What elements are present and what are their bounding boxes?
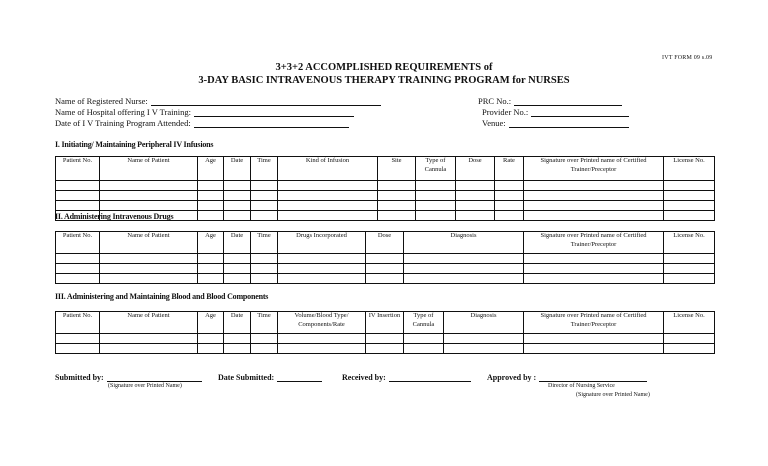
submitted-by-line[interactable] [107,372,202,382]
training-date-line[interactable] [194,118,349,128]
registered-nurse-label: Name of Registered Nurse: [55,96,148,106]
section3-title: III. Administering and Maintaining Blood and Blood Components [55,292,269,301]
hospital-label: Name of Hospital offering I V Training: [55,107,191,117]
header-volume-blood-type: Volume/Blood Type/ Components/Rate [278,312,366,334]
header-age: Age [198,312,224,334]
table-row[interactable] [56,334,715,344]
table-row[interactable] [56,344,715,354]
header-date: Date [224,157,251,181]
table-row[interactable] [56,274,715,284]
section2-header-row [56,232,715,254]
date-submitted-line[interactable] [277,372,322,382]
header-site: Site [378,157,416,181]
header-type-of-cannula: Type of Cannula [404,312,444,334]
header-name-of-patient: Name of Patient [100,157,198,181]
table-row[interactable] [56,201,715,211]
header-iv-insertion: IV Insertion [366,312,404,334]
approved-by-label: Approved by : [487,373,537,382]
venue-label: Venue: [482,118,506,128]
section3-header-row [56,312,715,334]
header-kind-of-infusion: Kind of Infusion [278,157,378,181]
header-age: Age [198,157,224,181]
header-date: Date [224,232,251,254]
header-signature: Signature over Printed name of Certified Trainer/Preceptor [524,312,664,334]
form-code: IVT FORM 09 s.09 [662,55,713,61]
provider-no-field[interactable] [482,107,629,117]
section1-title: I. Initiating/ Maintaining Peripheral IV Infusions [55,140,214,149]
submitted-by-sub: (Signature over Printed Name) [108,383,182,389]
prc-no-line[interactable] [514,96,622,106]
prc-no-field[interactable] [478,96,622,106]
header-license-no: License No. [664,312,715,334]
header-patient-no: Patient No. [56,157,100,181]
header-drugs-incorporated: Drugs Incorporated [278,232,366,254]
header-age: Age [198,232,224,254]
header-diagnosis: Diagnosis [404,232,524,254]
training-date-field[interactable] [55,118,349,128]
registered-nurse-field[interactable] [55,96,381,106]
header-time: Time [251,232,278,254]
header-date: Date [224,312,251,334]
submitted-by-label: Submitted by: [55,373,104,382]
header-license-no: License No. [664,232,715,254]
submitted-by-field[interactable] [55,372,202,382]
header-license-no: License No. [664,157,715,181]
header-signature: Signature over Printed name of Certified Trainer/Preceptor [524,157,664,181]
approved-by-line[interactable] [539,372,647,382]
received-by-field[interactable] [342,372,471,382]
hospital-field[interactable] [55,107,354,117]
training-date-label: Date of I V Training Program Attended: [55,118,191,128]
provider-no-label: Provider No.: [482,107,529,117]
director-label: Director of Nursing Service [548,383,615,389]
header-name-of-patient: Name of Patient [100,232,198,254]
hospital-line[interactable] [194,107,354,117]
header-name-of-patient: Name of Patient [100,312,198,334]
header-time: Time [251,157,278,181]
date-submitted-label: Date Submitted: [218,373,275,382]
venue-field[interactable] [482,118,629,128]
section3-table [55,311,715,354]
date-submitted-field[interactable] [218,372,322,382]
header-type-of-cannula: Type of Cannula [416,157,456,181]
provider-no-line[interactable] [531,107,629,117]
form-title-line1: 3+3+2 ACCOMPLISHED REQUIREMENTS of [275,62,493,73]
table-row[interactable] [56,181,715,191]
table-row[interactable] [56,254,715,264]
section1-header-row [56,157,715,181]
header-dose: Dose [366,232,404,254]
received-by-label: Received by: [342,373,386,382]
header-patient-no: Patient No. [56,312,100,334]
header-rate: Rate [495,157,524,181]
prc-no-label: PRC No.: [478,96,512,106]
header-dose: Dose [456,157,495,181]
form-title-line2: 3-DAY BASIC INTRAVENOUS THERAPY TRAINING PROGRAM for NURSES [198,75,570,86]
section2-title: II. Administering Intravenous Drugs [55,212,174,221]
venue-line[interactable] [509,118,629,128]
header-patient-no: Patient No. [56,232,100,254]
received-by-line[interactable] [389,372,471,382]
table-row[interactable] [56,191,715,201]
header-signature: Signature over Printed name of Certified Trainer/Preceptor [524,232,664,254]
header-diagnosis: Diagnosis [444,312,524,334]
table-row[interactable] [56,264,715,274]
section2-table [55,231,715,284]
header-time: Time [251,312,278,334]
director-sub: (Signature over Printed Name) [576,392,650,398]
registered-nurse-line[interactable] [151,96,381,106]
approved-by-field[interactable] [487,372,647,382]
